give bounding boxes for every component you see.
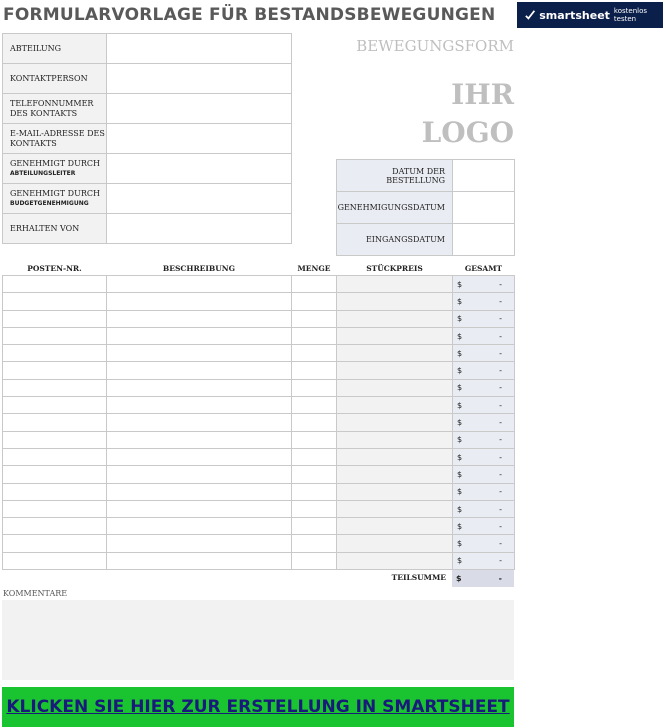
smartsheet-logo-icon <box>525 9 535 21</box>
unit-price-cell[interactable] <box>337 397 453 414</box>
description-cell[interactable] <box>107 345 292 362</box>
description-cell[interactable] <box>107 448 292 465</box>
info-row <box>3 34 292 64</box>
description-cell[interactable] <box>107 310 292 327</box>
info-value-field[interactable] <box>107 64 292 94</box>
total-cell <box>453 276 515 293</box>
item-number-cell[interactable] <box>3 379 107 396</box>
item-number-cell[interactable] <box>3 518 107 535</box>
item-number-cell[interactable] <box>3 552 107 569</box>
column-header: BESCHREIBUNG <box>162 264 236 273</box>
total-amount: - <box>499 418 502 428</box>
quantity-cell[interactable] <box>292 552 337 569</box>
quantity-cell[interactable] <box>292 448 337 465</box>
total-currency: $ <box>457 296 463 306</box>
total-cell <box>453 310 515 327</box>
total-currency: $ <box>457 539 463 549</box>
total-cell <box>453 535 515 552</box>
description-cell[interactable] <box>107 535 292 552</box>
total-currency: $ <box>457 383 463 393</box>
item-number-cell[interactable] <box>3 466 107 483</box>
info-value-field[interactable] <box>107 94 292 124</box>
unit-price-cell[interactable] <box>337 276 453 293</box>
table-row <box>3 397 515 414</box>
total-currency: $ <box>457 400 463 410</box>
quantity-cell[interactable] <box>292 345 337 362</box>
item-number-cell[interactable] <box>3 483 107 500</box>
total-currency: $ <box>457 469 463 479</box>
badge-brand: smartsheet <box>539 8 610 22</box>
total-cell <box>453 397 515 414</box>
total-amount: - <box>499 487 502 497</box>
info-label-text: ABTEILUNG <box>10 43 61 53</box>
quantity-cell[interactable] <box>292 310 337 327</box>
unit-price-cell[interactable] <box>337 552 453 569</box>
info-value-field[interactable] <box>107 154 292 184</box>
total-amount: - <box>499 452 502 462</box>
unit-price-cell[interactable] <box>337 362 453 379</box>
total-currency: $ <box>457 504 463 514</box>
table-row <box>3 552 515 569</box>
total-cell <box>453 362 515 379</box>
unit-price-cell[interactable] <box>337 327 453 344</box>
total-amount: - <box>499 521 502 531</box>
date-value-field[interactable] <box>453 160 515 192</box>
item-number-cell[interactable] <box>3 362 107 379</box>
quantity-cell[interactable] <box>292 518 337 535</box>
info-row <box>3 154 292 184</box>
unit-price-cell[interactable] <box>337 483 453 500</box>
info-row <box>3 124 292 154</box>
info-row <box>3 184 292 214</box>
item-number-cell[interactable] <box>3 310 107 327</box>
item-number-cell[interactable] <box>3 500 107 517</box>
items-table <box>2 262 515 570</box>
total-cell <box>453 379 515 396</box>
total-currency: $ <box>457 487 463 497</box>
unit-price-cell[interactable] <box>337 293 453 310</box>
total-amount: - <box>499 348 502 358</box>
table-row <box>3 276 515 293</box>
total-currency: $ <box>457 418 463 428</box>
table-row <box>3 448 515 465</box>
create-in-smartsheet-link[interactable] <box>2 687 514 727</box>
table-row <box>3 345 515 362</box>
info-row <box>3 94 292 124</box>
date-value-field[interactable] <box>453 192 515 224</box>
smartsheet-trial-badge[interactable] <box>517 2 663 28</box>
subtotal-label: TEILSUMME <box>391 573 446 582</box>
item-number-cell[interactable] <box>3 414 107 431</box>
info-label <box>3 214 107 244</box>
table-row <box>3 293 515 310</box>
total-cell <box>453 327 515 344</box>
column-header: GESAMT <box>464 264 503 273</box>
total-cell <box>453 431 515 448</box>
badge-trial: kostenlos testen <box>613 7 648 23</box>
column-header: POSTEN-NR. <box>27 264 82 273</box>
total-cell <box>453 466 515 483</box>
column-header: STÜCKPREIS <box>366 264 423 273</box>
info-value-field[interactable] <box>107 184 292 214</box>
unit-price-cell[interactable] <box>337 310 453 327</box>
total-amount: - <box>499 331 502 341</box>
description-cell[interactable] <box>107 397 292 414</box>
total-currency: $ <box>457 331 463 341</box>
info-label-text: GENEHMIGT DURCH <box>10 188 100 198</box>
total-amount: - <box>499 539 502 549</box>
total-currency: $ <box>457 366 463 376</box>
column-header: MENGE <box>297 264 331 273</box>
info-label-sub: ABTEILUNGSLEITER <box>10 169 76 177</box>
total-amount: - <box>499 296 502 306</box>
item-number-cell[interactable] <box>3 397 107 414</box>
date-label: GENEHMIGUNGSDATUM <box>337 192 453 224</box>
contact-info-table <box>2 33 292 244</box>
total-amount: - <box>499 556 502 566</box>
info-label <box>3 154 107 184</box>
table-row <box>3 483 515 500</box>
item-number-cell[interactable] <box>3 276 107 293</box>
quantity-cell[interactable] <box>292 397 337 414</box>
logo-line-1: IHR <box>451 78 514 111</box>
unit-price-cell[interactable] <box>337 448 453 465</box>
info-label-sub: BUDGETGENEHMIGUNG <box>10 199 89 207</box>
description-cell[interactable] <box>107 362 292 379</box>
unit-price-cell[interactable] <box>337 379 453 396</box>
info-label <box>3 94 107 124</box>
description-cell[interactable] <box>107 483 292 500</box>
item-number-cell[interactable] <box>3 293 107 310</box>
quantity-cell[interactable] <box>292 362 337 379</box>
dates-table <box>336 159 515 256</box>
total-amount: - <box>499 314 502 324</box>
total-currency: $ <box>457 452 463 462</box>
description-cell[interactable] <box>107 431 292 448</box>
info-label-text: KONTAKTPERSON <box>10 73 88 83</box>
info-label-text: TELEFONNUMMER DES KONTAKTS <box>10 98 94 118</box>
total-cell <box>453 483 515 500</box>
description-cell[interactable] <box>107 379 292 396</box>
logo-placeholder <box>380 76 514 152</box>
table-row <box>3 327 515 344</box>
table-row <box>3 362 515 379</box>
subtotal-value <box>452 570 514 587</box>
info-value-field[interactable] <box>107 214 292 244</box>
total-amount: - <box>499 400 502 410</box>
description-cell[interactable] <box>107 518 292 535</box>
total-amount: - <box>499 504 502 514</box>
info-label <box>3 34 107 64</box>
table-row <box>3 535 515 552</box>
total-cell <box>453 293 515 310</box>
table-row <box>3 500 515 517</box>
info-value-field[interactable] <box>107 34 292 64</box>
table-row <box>3 414 515 431</box>
total-currency: $ <box>457 348 463 358</box>
description-cell[interactable] <box>107 552 292 569</box>
description-cell[interactable] <box>107 327 292 344</box>
info-label-text: GENEHMIGT DURCH <box>10 158 100 168</box>
total-cell <box>453 552 515 569</box>
info-label <box>3 64 107 94</box>
date-label: EINGANGSDATUM <box>337 224 453 256</box>
info-label-text: ERHALTEN VON <box>10 223 80 233</box>
unit-price-cell[interactable] <box>337 535 453 552</box>
quantity-cell[interactable] <box>292 483 337 500</box>
info-value-field[interactable] <box>107 124 292 154</box>
table-row <box>3 466 515 483</box>
quantity-cell[interactable] <box>292 466 337 483</box>
form-type-label: BEWEGUNGSFORM <box>356 37 514 55</box>
unit-price-cell[interactable] <box>337 518 453 535</box>
logo-line-2: LOGO <box>421 116 514 149</box>
description-cell[interactable] <box>107 414 292 431</box>
info-label <box>3 184 107 214</box>
total-cell <box>453 518 515 535</box>
description-cell[interactable] <box>107 276 292 293</box>
item-number-cell[interactable] <box>3 535 107 552</box>
date-row <box>337 224 515 256</box>
table-row <box>3 431 515 448</box>
total-currency: $ <box>457 435 463 445</box>
info-row <box>3 64 292 94</box>
total-currency: $ <box>457 521 463 531</box>
info-row <box>3 214 292 244</box>
total-amount: - <box>499 383 502 393</box>
quantity-cell[interactable] <box>292 327 337 344</box>
item-number-cell[interactable] <box>3 327 107 344</box>
table-row <box>3 518 515 535</box>
total-amount: - <box>499 435 502 445</box>
info-label-text: E-MAIL-ADRESSE DES KONTAKTS <box>10 128 105 148</box>
comments-field[interactable] <box>2 600 514 680</box>
description-cell[interactable] <box>107 293 292 310</box>
quantity-cell[interactable] <box>292 379 337 396</box>
unit-price-cell[interactable] <box>337 345 453 362</box>
subtotal-amount: - <box>498 574 502 583</box>
total-cell <box>453 414 515 431</box>
quantity-cell[interactable] <box>292 500 337 517</box>
table-row <box>3 310 515 327</box>
comments-label: KOMMENTARE <box>3 589 68 598</box>
page-title: FORMULARVORLAGE FÜR BESTANDSBEWEGUNGEN <box>3 5 496 25</box>
quantity-cell[interactable] <box>292 431 337 448</box>
quantity-cell[interactable] <box>292 293 337 310</box>
total-currency: $ <box>457 314 463 324</box>
subtotal-currency: $ <box>456 574 462 583</box>
quantity-cell[interactable] <box>292 276 337 293</box>
total-amount: - <box>499 366 502 376</box>
description-cell[interactable] <box>107 466 292 483</box>
info-label <box>3 124 107 154</box>
quantity-cell[interactable] <box>292 535 337 552</box>
total-currency: $ <box>457 556 463 566</box>
date-value-field[interactable] <box>453 224 515 256</box>
total-cell <box>453 500 515 517</box>
item-number-cell[interactable] <box>3 345 107 362</box>
description-cell[interactable] <box>107 500 292 517</box>
unit-price-cell[interactable] <box>337 431 453 448</box>
total-cell <box>453 345 515 362</box>
table-row <box>3 379 515 396</box>
total-cell <box>453 448 515 465</box>
item-number-cell[interactable] <box>3 431 107 448</box>
quantity-cell[interactable] <box>292 414 337 431</box>
total-amount: - <box>499 469 502 479</box>
cta-label: KLICKEN SIE HIER ZUR ERSTELLUNG IN SMARTSHEET <box>6 697 510 717</box>
total-currency: $ <box>457 279 463 289</box>
date-row <box>337 192 515 224</box>
date-row <box>337 160 515 192</box>
item-number-cell[interactable] <box>3 448 107 465</box>
unit-price-cell[interactable] <box>337 466 453 483</box>
unit-price-cell[interactable] <box>337 414 453 431</box>
total-amount: - <box>499 279 502 289</box>
unit-price-cell[interactable] <box>337 500 453 517</box>
date-label: DATUM DER BESTELLUNG <box>337 160 453 192</box>
